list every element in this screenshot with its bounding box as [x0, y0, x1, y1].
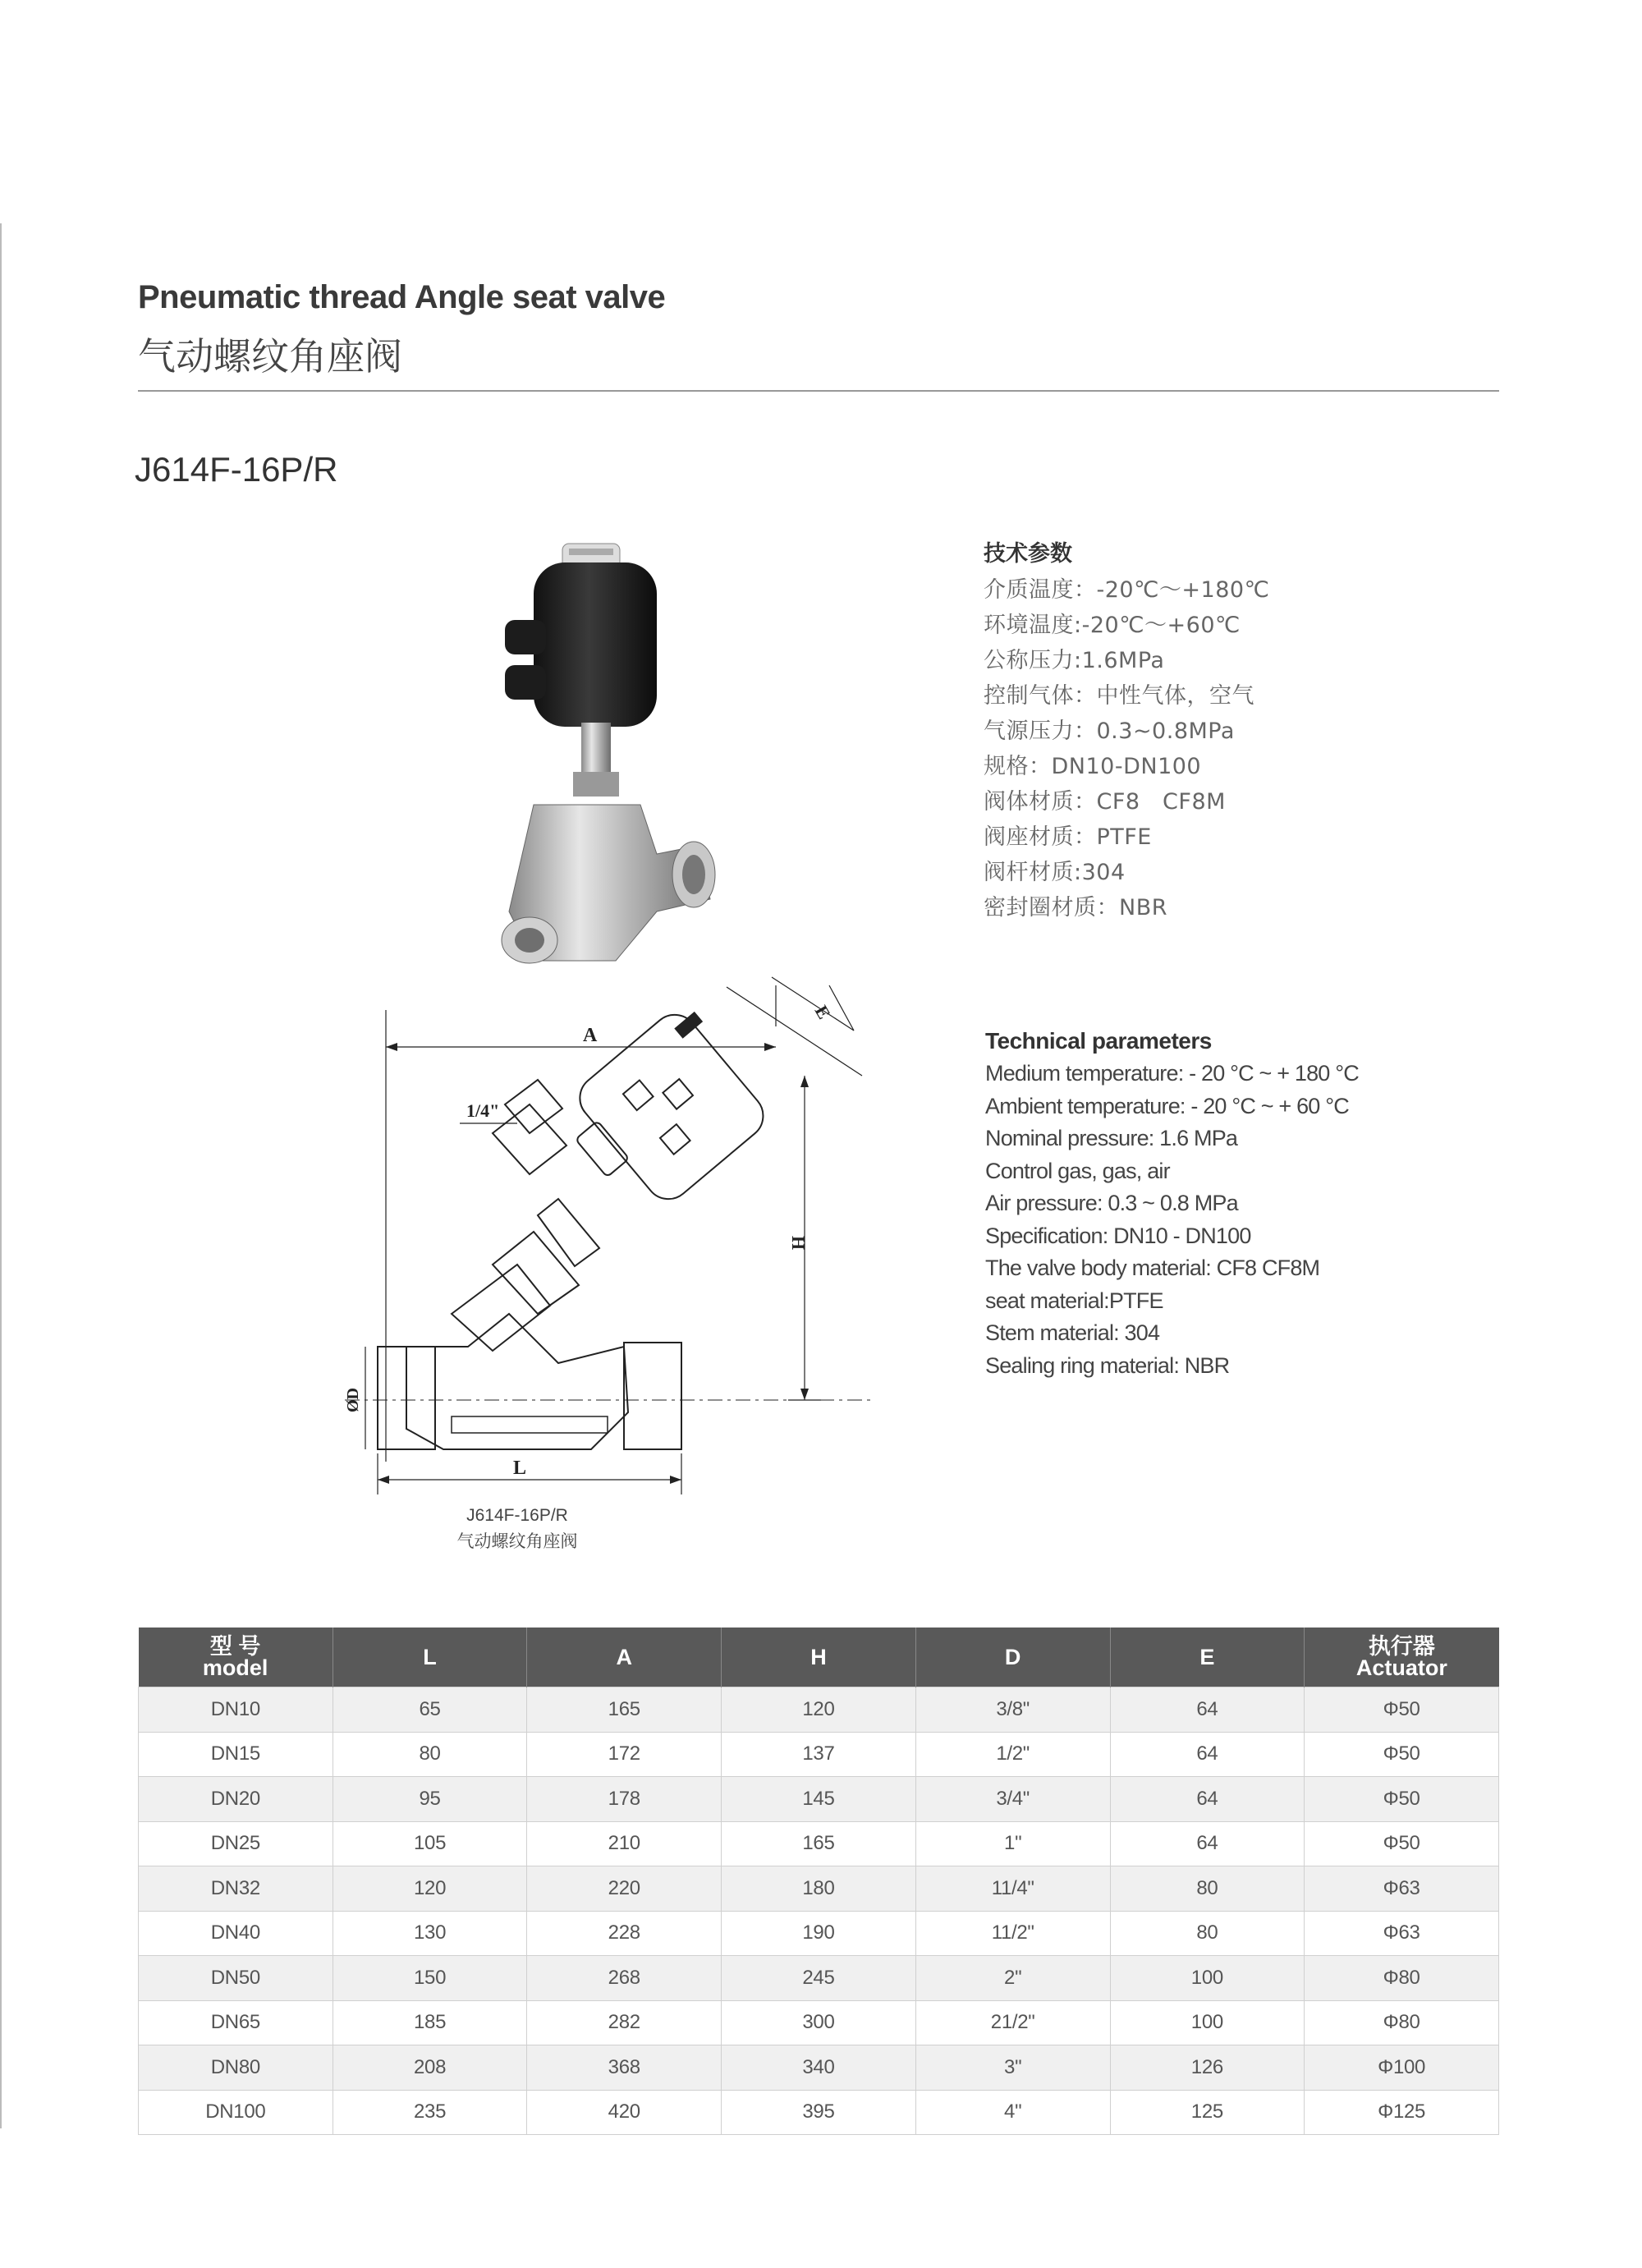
params-en-heading: Technical parameters [985, 1028, 1212, 1054]
col-header-h: H [722, 1628, 916, 1687]
table-cell-actuator: Φ50 [1305, 1687, 1499, 1733]
params-en-item: Ambient temperature: - 20 °C ~ + 60 °C [985, 1093, 1349, 1118]
table-cell-l: 185 [333, 2000, 527, 2045]
table-row [139, 1687, 1499, 1733]
table-cell-model: DN10 [139, 1687, 333, 1733]
table-cell-model: DN15 [139, 1732, 333, 1777]
table-cell-model: DN80 [139, 2045, 333, 2091]
table-cell-a: 368 [527, 2045, 722, 2091]
technical-params-en [985, 1028, 1359, 1382]
table-cell-h: 145 [722, 1777, 916, 1822]
table-row [139, 1956, 1499, 2001]
table-cell-model: DN25 [139, 1821, 333, 1866]
table-row [139, 2045, 1499, 2091]
table-header-row [139, 1628, 1499, 1687]
params-en-item: Control gas, gas, air [985, 1158, 1170, 1183]
table-cell-d: 3/4" [915, 1777, 1110, 1822]
col-header-actuator [1305, 1628, 1499, 1687]
dimension-table [138, 1628, 1499, 2135]
table-row [139, 2090, 1499, 2135]
table-cell-actuator: Φ100 [1305, 2045, 1499, 2091]
page-title-en: Pneumatic thread Angle seat valve [138, 279, 666, 315]
caption-code: J614F-16P/R [466, 1506, 568, 1525]
table-cell-a: 178 [527, 1777, 722, 1822]
params-cn-item: 阀体材质：CF8 CF8M [984, 789, 1226, 815]
table-cell-a: 282 [527, 2000, 722, 2045]
table-cell-a: 268 [527, 1956, 722, 2001]
page-edge-line [0, 223, 2, 2128]
table-cell-actuator: Φ63 [1305, 1911, 1499, 1956]
table-cell-a: 420 [527, 2090, 722, 2135]
table-cell-model: DN20 [139, 1777, 333, 1822]
table-row [139, 1821, 1499, 1866]
table-cell-actuator: Φ50 [1305, 1777, 1499, 1822]
table-cell-d: 4" [915, 2090, 1110, 2135]
params-en-item: Nominal pressure: 1.6 MPa [985, 1126, 1238, 1150]
table-cell-l: 65 [333, 1687, 527, 1733]
valve-photo-illustration [484, 526, 731, 969]
table-cell-l: 120 [333, 1866, 527, 1912]
table-cell-l: 130 [333, 1911, 527, 1956]
table-cell-l: 105 [333, 1821, 527, 1866]
table-cell-model: DN100 [139, 2090, 333, 2135]
table-cell-actuator: Φ50 [1305, 1821, 1499, 1866]
params-en-item: Medium temperature: - 20 °C ~ + 180 °C [985, 1061, 1359, 1086]
table-cell-e: 64 [1110, 1732, 1305, 1777]
table-cell-h: 165 [722, 1821, 916, 1866]
table-cell-a: 210 [527, 1821, 722, 1866]
table-cell-e: 64 [1110, 1821, 1305, 1866]
col-header-model [139, 1628, 333, 1687]
params-en-item: Sealing ring material: NBR [985, 1352, 1230, 1378]
table-cell-model: DN32 [139, 1866, 333, 1912]
table-row [139, 1911, 1499, 1956]
table-cell-model: DN40 [139, 1911, 333, 1956]
table-cell-e: 64 [1110, 1777, 1305, 1822]
col-header-actuator-cn: 执行器 [1368, 1634, 1435, 1659]
table-cell-h: 395 [722, 2090, 916, 2135]
table-cell-actuator: Φ80 [1305, 2000, 1499, 2045]
title-divider [138, 390, 1499, 392]
table-cell-actuator: Φ50 [1305, 1732, 1499, 1777]
table-cell-a: 228 [527, 1911, 722, 1956]
dim-label-e: E [810, 1002, 835, 1023]
dim-label-l: L [513, 1458, 527, 1479]
table-cell-h: 180 [722, 1866, 916, 1912]
table-cell-a: 165 [527, 1687, 722, 1733]
table-cell-l: 80 [333, 1732, 527, 1777]
table-cell-d: 11/2" [915, 1911, 1110, 1956]
table-row [139, 2000, 1499, 2045]
col-header-a: A [527, 1628, 722, 1687]
col-header-d: D [915, 1628, 1110, 1687]
params-cn-item: 阀杆材质:304 [984, 860, 1126, 885]
table-row [139, 1777, 1499, 1822]
table-cell-a: 220 [527, 1866, 722, 1912]
table-cell-d: 21/2" [915, 2000, 1110, 2045]
table-cell-h: 190 [722, 1911, 916, 1956]
table-cell-actuator: Φ80 [1305, 1956, 1499, 2001]
table-cell-l: 235 [333, 2090, 527, 2135]
dim-label-a: A [583, 1025, 598, 1046]
thread-label: 1/4" [466, 1100, 500, 1121]
params-en-item: seat material:PTFE [985, 1288, 1163, 1313]
col-header-model-en: model [202, 1655, 268, 1680]
table-cell-d: 1/2" [915, 1732, 1110, 1777]
col-header-l: L [333, 1628, 527, 1687]
params-cn-item: 阀座材质：PTFE [984, 824, 1152, 850]
table-cell-model: DN50 [139, 1956, 333, 2001]
table-cell-d: 2" [915, 1956, 1110, 2001]
table-cell-h: 300 [722, 2000, 916, 2045]
params-cn-item: 密封圈材质：NBR [984, 895, 1167, 921]
table-cell-e: 100 [1110, 1956, 1305, 2001]
params-en-item: Air pressure: 0.3 ~ 0.8 MPa [985, 1191, 1238, 1215]
table-cell-a: 172 [527, 1732, 722, 1777]
table-cell-e: 125 [1110, 2090, 1305, 2135]
table-cell-d: 1" [915, 1821, 1110, 1866]
table-cell-e: 80 [1110, 1866, 1305, 1912]
caption-name: 气动螺纹角座阀 [456, 1532, 578, 1551]
table-cell-l: 150 [333, 1956, 527, 2001]
page-title-cn: 气动螺纹角座阀 [138, 334, 402, 379]
table-cell-d: 3/8" [915, 1687, 1110, 1733]
table-row [139, 1866, 1499, 1912]
table-cell-e: 64 [1110, 1687, 1305, 1733]
params-cn-item: 介质温度：-20℃～+180℃ [984, 577, 1270, 603]
table-cell-e: 126 [1110, 2045, 1305, 2091]
col-header-actuator-en: Actuator [1355, 1655, 1447, 1680]
table-cell-l: 95 [333, 1777, 527, 1822]
params-cn-item: 公称压力:1.6MPa [984, 648, 1165, 673]
params-cn-heading: 技术参数 [984, 541, 1072, 567]
dim-label-h: H [788, 1236, 809, 1251]
params-cn-item: 气源压力：0.3~0.8MPa [984, 719, 1235, 744]
table-cell-e: 100 [1110, 2000, 1305, 2045]
table-cell-l: 208 [333, 2045, 527, 2091]
params-cn-item: 控制气体：中性气体，空气 [984, 683, 1254, 709]
table-row [139, 1732, 1499, 1777]
model-code: J614F-16P/R [135, 450, 338, 489]
table-cell-h: 340 [722, 2045, 916, 2091]
params-en-item: Stem material: 304 [985, 1320, 1160, 1345]
table-cell-h: 120 [722, 1687, 916, 1733]
params-cn-item: 规格：DN10-DN100 [984, 754, 1202, 779]
params-en-item: Specification: DN10 - DN100 [985, 1223, 1251, 1248]
table-cell-actuator: Φ63 [1305, 1866, 1499, 1912]
table-cell-actuator: Φ125 [1305, 2090, 1499, 2135]
table-cell-d: 11/4" [915, 1866, 1110, 1912]
params-en-item: The valve body material: CF8 CF8M [985, 1256, 1320, 1280]
dim-label-d: ØD [344, 1388, 362, 1412]
technical-params-cn [984, 535, 1269, 925]
col-header-model-cn: 型 号 [209, 1634, 261, 1659]
table-cell-e: 80 [1110, 1911, 1305, 1956]
col-header-e: E [1110, 1628, 1305, 1687]
params-cn-item: 环境温度:-20℃～+60℃ [984, 613, 1241, 638]
table-cell-h: 245 [722, 1956, 916, 2001]
table-cell-h: 137 [722, 1732, 916, 1777]
drawing-caption [427, 1503, 608, 1555]
table-cell-d: 3" [915, 2045, 1110, 2091]
table-cell-model: DN65 [139, 2000, 333, 2045]
dimension-drawing [328, 969, 887, 1494]
